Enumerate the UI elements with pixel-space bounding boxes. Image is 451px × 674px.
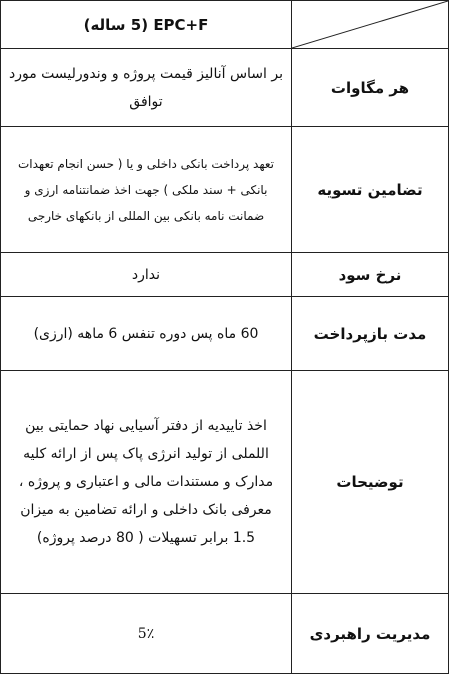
row-value-per-megawatt: بر اساس آنالیز قیمت پروژه و وندورلیست مورد توافق — [1, 49, 292, 127]
row-value-strategic-management: 5٪ — [1, 594, 292, 674]
plan-title: EPC+F (5 ساله) — [1, 1, 292, 49]
row-label-notes: توضیحات — [292, 371, 449, 594]
diagonal-line — [292, 1, 448, 48]
row-value-notes: اخذ تاییدیه از دفتر آسیایی نهاد حمایتی بین اللملی از تولید انرژی پاک پس از ارائه کلیه مدارک و مستندات مالی و اعتباری و پروژه ، معرفی بانک داخلی و ارائه تضامین به میزان 1.5 برابر تسهیلات ( 80 درصد پروژه) — [1, 371, 292, 594]
row-value-repayment-period: 60 ماه پس دوره تنفس 6 ماهه (ارزی) — [1, 297, 292, 371]
row-value-interest-rate: ندارد — [1, 253, 292, 297]
table-header-row — [1, 1, 449, 49]
table-row — [1, 49, 449, 127]
table-row — [1, 594, 449, 674]
row-label-interest-rate: نرخ سود — [292, 253, 449, 297]
table-row — [1, 127, 449, 253]
row-value-settlement-guarantees: تعهد پرداخت بانکی داخلی و یا ( حسن انجام تعهدات بانکی + سند ملکی ) جهت اخذ ضمانتنامه ارزی و ضمانت نامه بانکی بین المللی از بانکهای خارجی — [1, 127, 292, 253]
table-row — [1, 371, 449, 594]
row-label-per-megawatt: هر مگاوات — [292, 49, 449, 127]
corner-cell — [292, 1, 449, 49]
table-row — [1, 253, 449, 297]
row-label-strategic-management: مدیریت راهبردی — [292, 594, 449, 674]
table-row — [1, 297, 449, 371]
row-label-settlement-guarantees: تضامین تسویه — [292, 127, 449, 253]
row-label-repayment-period: مدت بازپرداخت — [292, 297, 449, 371]
